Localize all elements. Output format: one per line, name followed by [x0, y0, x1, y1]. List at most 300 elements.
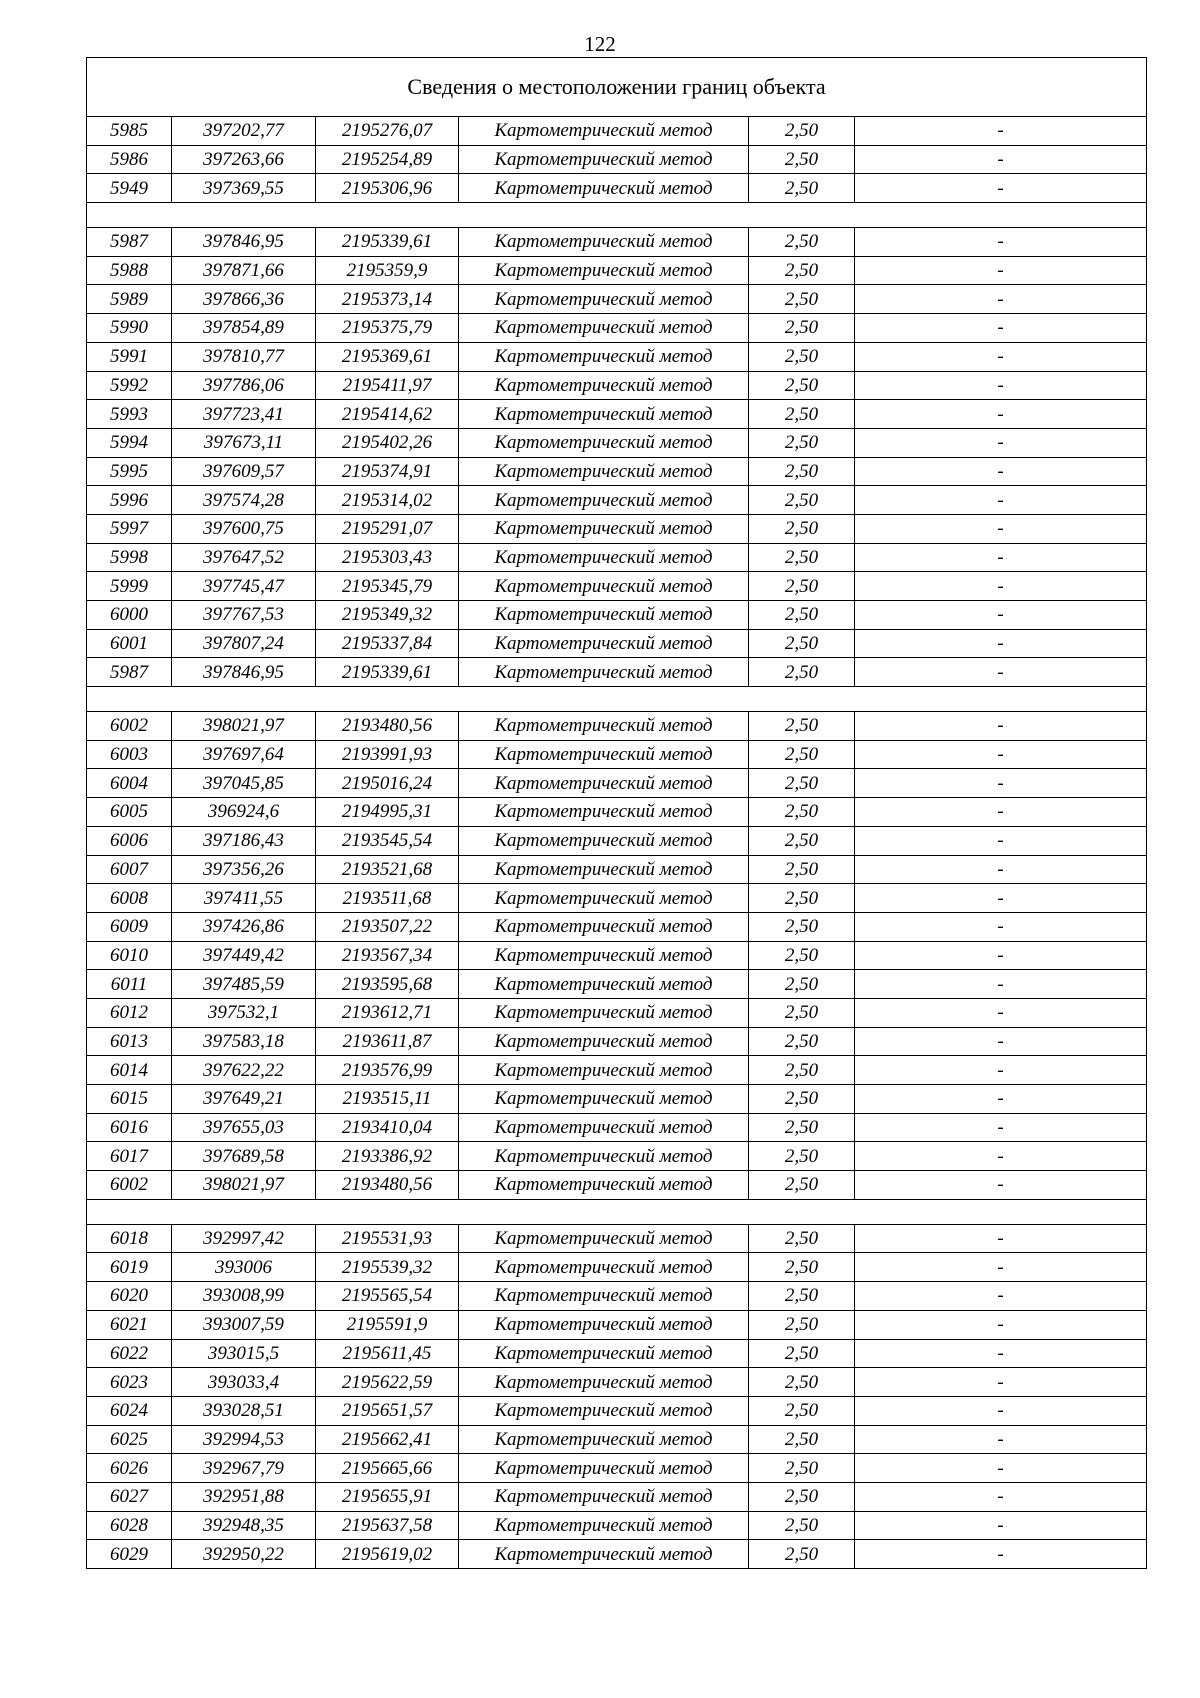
- y-coordinate-cell: 2193545,54: [316, 826, 459, 855]
- table-row: [87, 1511, 1147, 1540]
- method-cell: Картометрический метод: [459, 1425, 749, 1454]
- y-coordinate-cell: 2195314,02: [316, 486, 459, 515]
- table-row: [87, 457, 1147, 486]
- x-coordinate-cell: 397574,28: [172, 486, 316, 515]
- description-cell: -: [855, 855, 1147, 884]
- point-number-cell: 5986: [87, 145, 172, 174]
- point-number-cell: 6023: [87, 1368, 172, 1397]
- accuracy-cell: 2,50: [749, 1339, 855, 1368]
- y-coordinate-cell: 2193507,22: [316, 912, 459, 941]
- description-cell: -: [855, 1540, 1147, 1569]
- table-row: [87, 1454, 1147, 1483]
- point-number-cell: 6000: [87, 601, 172, 630]
- point-number-cell: 6004: [87, 769, 172, 798]
- table-row: [87, 1142, 1147, 1171]
- point-number-cell: 6001: [87, 629, 172, 658]
- y-coordinate-cell: 2195374,91: [316, 457, 459, 486]
- table-row: [87, 769, 1147, 798]
- method-cell: Картометрический метод: [459, 400, 749, 429]
- method-cell: Картометрический метод: [459, 371, 749, 400]
- y-coordinate-cell: 2195591,9: [316, 1310, 459, 1339]
- table-row: [87, 970, 1147, 999]
- accuracy-cell: 2,50: [749, 712, 855, 741]
- point-number-cell: 5992: [87, 371, 172, 400]
- y-coordinate-cell: 2195619,02: [316, 1540, 459, 1569]
- accuracy-cell: 2,50: [749, 1482, 855, 1511]
- point-number-cell: 6014: [87, 1056, 172, 1085]
- point-number-cell: 5997: [87, 514, 172, 543]
- method-cell: Картометрический метод: [459, 256, 749, 285]
- x-coordinate-cell: 397369,55: [172, 174, 316, 203]
- description-cell: -: [855, 826, 1147, 855]
- table-row: [87, 1085, 1147, 1114]
- y-coordinate-cell: 2195402,26: [316, 428, 459, 457]
- accuracy-cell: 2,50: [749, 1368, 855, 1397]
- point-number-cell: 5988: [87, 256, 172, 285]
- accuracy-cell: 2,50: [749, 1310, 855, 1339]
- y-coordinate-cell: 2193576,99: [316, 1056, 459, 1085]
- x-coordinate-cell: 392967,79: [172, 1454, 316, 1483]
- description-cell: -: [855, 145, 1147, 174]
- y-coordinate-cell: 2194995,31: [316, 798, 459, 827]
- point-number-cell: 6017: [87, 1142, 172, 1171]
- table-row: [87, 514, 1147, 543]
- table-row: [87, 1027, 1147, 1056]
- description-cell: -: [855, 1113, 1147, 1142]
- point-number-cell: 6018: [87, 1224, 172, 1253]
- point-number-cell: 6029: [87, 1540, 172, 1569]
- accuracy-cell: 2,50: [749, 457, 855, 486]
- description-cell: -: [855, 117, 1147, 146]
- separator-cell: [87, 203, 1147, 228]
- accuracy-cell: 2,50: [749, 285, 855, 314]
- y-coordinate-cell: 2195611,45: [316, 1339, 459, 1368]
- description-cell: -: [855, 228, 1147, 257]
- accuracy-cell: 2,50: [749, 1253, 855, 1282]
- description-cell: -: [855, 1056, 1147, 1085]
- method-cell: Картометрический метод: [459, 629, 749, 658]
- x-coordinate-cell: 397600,75: [172, 514, 316, 543]
- method-cell: Картометрический метод: [459, 912, 749, 941]
- method-cell: Картометрический метод: [459, 884, 749, 913]
- table-row: [87, 941, 1147, 970]
- y-coordinate-cell: 2195337,84: [316, 629, 459, 658]
- description-cell: -: [855, 543, 1147, 572]
- y-coordinate-cell: 2195369,61: [316, 342, 459, 371]
- point-number-cell: 6005: [87, 798, 172, 827]
- x-coordinate-cell: 397356,26: [172, 855, 316, 884]
- method-cell: Картометрический метод: [459, 285, 749, 314]
- accuracy-cell: 2,50: [749, 998, 855, 1027]
- table-row: [87, 174, 1147, 203]
- x-coordinate-cell: 397609,57: [172, 457, 316, 486]
- accuracy-cell: 2,50: [749, 371, 855, 400]
- method-cell: Картометрический метод: [459, 740, 749, 769]
- description-cell: -: [855, 1171, 1147, 1200]
- description-cell: -: [855, 457, 1147, 486]
- accuracy-cell: 2,50: [749, 145, 855, 174]
- x-coordinate-cell: 397807,24: [172, 629, 316, 658]
- x-coordinate-cell: 397449,42: [172, 941, 316, 970]
- accuracy-cell: 2,50: [749, 543, 855, 572]
- description-cell: -: [855, 658, 1147, 687]
- accuracy-cell: 2,50: [749, 658, 855, 687]
- description-cell: -: [855, 998, 1147, 1027]
- x-coordinate-cell: 397202,77: [172, 117, 316, 146]
- method-cell: Картометрический метод: [459, 228, 749, 257]
- point-number-cell: 6007: [87, 855, 172, 884]
- table-row: [87, 1253, 1147, 1282]
- table-title: Сведения о местоположении границ объекта: [87, 58, 1147, 117]
- method-cell: Картометрический метод: [459, 855, 749, 884]
- description-cell: -: [855, 941, 1147, 970]
- point-number-cell: 5993: [87, 400, 172, 429]
- description-cell: -: [855, 884, 1147, 913]
- x-coordinate-cell: 397767,53: [172, 601, 316, 630]
- y-coordinate-cell: 2195565,54: [316, 1282, 459, 1311]
- accuracy-cell: 2,50: [749, 1454, 855, 1483]
- method-cell: Картометрический метод: [459, 1282, 749, 1311]
- accuracy-cell: 2,50: [749, 1085, 855, 1114]
- y-coordinate-cell: 2195662,41: [316, 1425, 459, 1454]
- method-cell: Картометрический метод: [459, 1113, 749, 1142]
- table-row: [87, 1282, 1147, 1311]
- y-coordinate-cell: 2193567,34: [316, 941, 459, 970]
- method-cell: Картометрический метод: [459, 486, 749, 515]
- point-number-cell: 6015: [87, 1085, 172, 1114]
- accuracy-cell: 2,50: [749, 740, 855, 769]
- x-coordinate-cell: 398021,97: [172, 712, 316, 741]
- table-row: [87, 1368, 1147, 1397]
- method-cell: Картометрический метод: [459, 1310, 749, 1339]
- point-number-cell: 6012: [87, 998, 172, 1027]
- point-number-cell: 6020: [87, 1282, 172, 1311]
- page-number: 122: [584, 32, 616, 56]
- point-number-cell: 5989: [87, 285, 172, 314]
- x-coordinate-cell: 397723,41: [172, 400, 316, 429]
- x-coordinate-cell: 397846,95: [172, 658, 316, 687]
- table-row: [87, 572, 1147, 601]
- table-row: [87, 826, 1147, 855]
- method-cell: Картометрический метод: [459, 342, 749, 371]
- x-coordinate-cell: 397263,66: [172, 145, 316, 174]
- table-row: [87, 314, 1147, 343]
- y-coordinate-cell: 2195306,96: [316, 174, 459, 203]
- accuracy-cell: 2,50: [749, 1224, 855, 1253]
- accuracy-cell: 2,50: [749, 486, 855, 515]
- x-coordinate-cell: 397426,86: [172, 912, 316, 941]
- point-number-cell: 6003: [87, 740, 172, 769]
- table-row: [87, 1171, 1147, 1200]
- description-cell: -: [855, 740, 1147, 769]
- method-cell: Картометрический метод: [459, 769, 749, 798]
- x-coordinate-cell: 397622,22: [172, 1056, 316, 1085]
- x-coordinate-cell: 397689,58: [172, 1142, 316, 1171]
- x-coordinate-cell: 397786,06: [172, 371, 316, 400]
- accuracy-cell: 2,50: [749, 174, 855, 203]
- method-cell: Картометрический метод: [459, 145, 749, 174]
- method-cell: Картометрический метод: [459, 543, 749, 572]
- table-row: [87, 285, 1147, 314]
- table-row: [87, 740, 1147, 769]
- method-cell: Картометрический метод: [459, 601, 749, 630]
- method-cell: Картометрический метод: [459, 428, 749, 457]
- x-coordinate-cell: 392948,35: [172, 1511, 316, 1540]
- boundary-coordinates-table: [86, 57, 1147, 1569]
- method-cell: Картометрический метод: [459, 1454, 749, 1483]
- accuracy-cell: 2,50: [749, 1396, 855, 1425]
- y-coordinate-cell: 2193511,68: [316, 884, 459, 913]
- description-cell: -: [855, 712, 1147, 741]
- table-row: [87, 1113, 1147, 1142]
- accuracy-cell: 2,50: [749, 1282, 855, 1311]
- method-cell: Картометрический метод: [459, 174, 749, 203]
- x-coordinate-cell: 397655,03: [172, 1113, 316, 1142]
- y-coordinate-cell: 2193386,92: [316, 1142, 459, 1171]
- y-coordinate-cell: 2195339,61: [316, 658, 459, 687]
- y-coordinate-cell: 2193595,68: [316, 970, 459, 999]
- description-cell: -: [855, 1085, 1147, 1114]
- point-number-cell: 6021: [87, 1310, 172, 1339]
- table-row: [87, 1425, 1147, 1454]
- table-row: [87, 228, 1147, 257]
- table-row: [87, 601, 1147, 630]
- table-row: [87, 1482, 1147, 1511]
- accuracy-cell: 2,50: [749, 428, 855, 457]
- y-coordinate-cell: 2195411,97: [316, 371, 459, 400]
- accuracy-cell: 2,50: [749, 912, 855, 941]
- accuracy-cell: 2,50: [749, 1511, 855, 1540]
- accuracy-cell: 2,50: [749, 117, 855, 146]
- accuracy-cell: 2,50: [749, 798, 855, 827]
- y-coordinate-cell: 2195651,57: [316, 1396, 459, 1425]
- description-cell: -: [855, 342, 1147, 371]
- y-coordinate-cell: 2193410,04: [316, 1113, 459, 1142]
- description-cell: -: [855, 1396, 1147, 1425]
- method-cell: Картометрический метод: [459, 514, 749, 543]
- x-coordinate-cell: 393007,59: [172, 1310, 316, 1339]
- accuracy-cell: 2,50: [749, 855, 855, 884]
- y-coordinate-cell: 2195373,14: [316, 285, 459, 314]
- description-cell: -: [855, 514, 1147, 543]
- method-cell: Картометрический метод: [459, 117, 749, 146]
- x-coordinate-cell: 392951,88: [172, 1482, 316, 1511]
- point-number-cell: 6009: [87, 912, 172, 941]
- point-number-cell: 6028: [87, 1511, 172, 1540]
- point-number-cell: 6019: [87, 1253, 172, 1282]
- accuracy-cell: 2,50: [749, 1027, 855, 1056]
- method-cell: Картометрический метод: [459, 572, 749, 601]
- description-cell: -: [855, 1027, 1147, 1056]
- point-number-cell: 6024: [87, 1396, 172, 1425]
- description-cell: -: [855, 1511, 1147, 1540]
- x-coordinate-cell: 393028,51: [172, 1396, 316, 1425]
- y-coordinate-cell: 2195339,61: [316, 228, 459, 257]
- y-coordinate-cell: 2193612,71: [316, 998, 459, 1027]
- method-cell: Картометрический метод: [459, 826, 749, 855]
- table-row: [87, 117, 1147, 146]
- description-cell: -: [855, 1482, 1147, 1511]
- point-number-cell: 6002: [87, 712, 172, 741]
- y-coordinate-cell: 2195349,32: [316, 601, 459, 630]
- accuracy-cell: 2,50: [749, 1540, 855, 1569]
- accuracy-cell: 2,50: [749, 256, 855, 285]
- y-coordinate-cell: 2195655,91: [316, 1482, 459, 1511]
- description-cell: -: [855, 912, 1147, 941]
- method-cell: Картометрический метод: [459, 1085, 749, 1114]
- table-row: [87, 256, 1147, 285]
- contour-separator-row: [87, 1199, 1147, 1224]
- description-cell: -: [855, 486, 1147, 515]
- point-number-cell: 5994: [87, 428, 172, 457]
- point-number-cell: 6011: [87, 970, 172, 999]
- method-cell: Картометрический метод: [459, 1171, 749, 1200]
- method-cell: Картометрический метод: [459, 1224, 749, 1253]
- accuracy-cell: 2,50: [749, 1142, 855, 1171]
- accuracy-cell: 2,50: [749, 1171, 855, 1200]
- separator-cell: [87, 1199, 1147, 1224]
- table-row: [87, 1310, 1147, 1339]
- table-row: [87, 1339, 1147, 1368]
- x-coordinate-cell: 397583,18: [172, 1027, 316, 1056]
- description-cell: -: [855, 400, 1147, 429]
- y-coordinate-cell: 2193611,87: [316, 1027, 459, 1056]
- x-coordinate-cell: 393008,99: [172, 1282, 316, 1311]
- x-coordinate-cell: 397532,1: [172, 998, 316, 1027]
- description-cell: -: [855, 1368, 1147, 1397]
- method-cell: Картометрический метод: [459, 1511, 749, 1540]
- method-cell: Картометрический метод: [459, 1482, 749, 1511]
- table-row: [87, 912, 1147, 941]
- x-coordinate-cell: 397411,55: [172, 884, 316, 913]
- method-cell: Картометрический метод: [459, 457, 749, 486]
- y-coordinate-cell: 2193480,56: [316, 1171, 459, 1200]
- point-number-cell: 5995: [87, 457, 172, 486]
- x-coordinate-cell: 397485,59: [172, 970, 316, 999]
- table-row: [87, 1224, 1147, 1253]
- accuracy-cell: 2,50: [749, 970, 855, 999]
- contour-separator-row: [87, 203, 1147, 228]
- point-number-cell: 6002: [87, 1171, 172, 1200]
- x-coordinate-cell: 397854,89: [172, 314, 316, 343]
- table-row: [87, 855, 1147, 884]
- x-coordinate-cell: 397810,77: [172, 342, 316, 371]
- table-row: [87, 1396, 1147, 1425]
- point-number-cell: 6022: [87, 1339, 172, 1368]
- point-number-cell: 6025: [87, 1425, 172, 1454]
- description-cell: -: [855, 769, 1147, 798]
- point-number-cell: 5949: [87, 174, 172, 203]
- y-coordinate-cell: 2195359,9: [316, 256, 459, 285]
- point-number-cell: 6006: [87, 826, 172, 855]
- table-row: [87, 629, 1147, 658]
- table-body: [87, 58, 1147, 1569]
- accuracy-cell: 2,50: [749, 601, 855, 630]
- description-cell: -: [855, 1142, 1147, 1171]
- x-coordinate-cell: 393006: [172, 1253, 316, 1282]
- point-number-cell: 5996: [87, 486, 172, 515]
- y-coordinate-cell: 2195291,07: [316, 514, 459, 543]
- x-coordinate-cell: 397871,66: [172, 256, 316, 285]
- table-row: [87, 1540, 1147, 1569]
- y-coordinate-cell: 2195531,93: [316, 1224, 459, 1253]
- y-coordinate-cell: 2195254,89: [316, 145, 459, 174]
- x-coordinate-cell: 393015,5: [172, 1339, 316, 1368]
- description-cell: -: [855, 601, 1147, 630]
- method-cell: Картометрический метод: [459, 1142, 749, 1171]
- x-coordinate-cell: 393033,4: [172, 1368, 316, 1397]
- y-coordinate-cell: 2195303,43: [316, 543, 459, 572]
- table-row: [87, 712, 1147, 741]
- table-row: [87, 658, 1147, 687]
- description-cell: -: [855, 970, 1147, 999]
- point-number-cell: 5987: [87, 228, 172, 257]
- description-cell: -: [855, 629, 1147, 658]
- method-cell: Картометрический метод: [459, 970, 749, 999]
- table-row: [87, 486, 1147, 515]
- table-row: [87, 1056, 1147, 1085]
- x-coordinate-cell: 398021,97: [172, 1171, 316, 1200]
- description-cell: -: [855, 256, 1147, 285]
- x-coordinate-cell: 397045,85: [172, 769, 316, 798]
- table-row: [87, 400, 1147, 429]
- accuracy-cell: 2,50: [749, 1425, 855, 1454]
- description-cell: -: [855, 428, 1147, 457]
- y-coordinate-cell: 2193991,93: [316, 740, 459, 769]
- method-cell: Картометрический метод: [459, 1339, 749, 1368]
- x-coordinate-cell: 392997,42: [172, 1224, 316, 1253]
- method-cell: Картометрический метод: [459, 1027, 749, 1056]
- point-number-cell: 5999: [87, 572, 172, 601]
- x-coordinate-cell: 397697,64: [172, 740, 316, 769]
- x-coordinate-cell: 396924,6: [172, 798, 316, 827]
- point-number-cell: 6008: [87, 884, 172, 913]
- x-coordinate-cell: 392950,22: [172, 1540, 316, 1569]
- point-number-cell: 6013: [87, 1027, 172, 1056]
- accuracy-cell: 2,50: [749, 572, 855, 601]
- method-cell: Картометрический метод: [459, 658, 749, 687]
- y-coordinate-cell: 2195637,58: [316, 1511, 459, 1540]
- accuracy-cell: 2,50: [749, 400, 855, 429]
- method-cell: Картометрический метод: [459, 712, 749, 741]
- x-coordinate-cell: 397186,43: [172, 826, 316, 855]
- description-cell: -: [855, 1282, 1147, 1311]
- table-row: [87, 798, 1147, 827]
- y-coordinate-cell: 2195665,66: [316, 1454, 459, 1483]
- y-coordinate-cell: 2195016,24: [316, 769, 459, 798]
- y-coordinate-cell: 2195375,79: [316, 314, 459, 343]
- point-number-cell: 6010: [87, 941, 172, 970]
- accuracy-cell: 2,50: [749, 941, 855, 970]
- accuracy-cell: 2,50: [749, 228, 855, 257]
- table-row: [87, 371, 1147, 400]
- table-row: [87, 342, 1147, 371]
- accuracy-cell: 2,50: [749, 1056, 855, 1085]
- point-number-cell: 6027: [87, 1482, 172, 1511]
- y-coordinate-cell: 2195414,62: [316, 400, 459, 429]
- table-row: [87, 884, 1147, 913]
- accuracy-cell: 2,50: [749, 629, 855, 658]
- method-cell: Картометрический метод: [459, 941, 749, 970]
- accuracy-cell: 2,50: [749, 1113, 855, 1142]
- table-row: [87, 145, 1147, 174]
- point-number-cell: 5991: [87, 342, 172, 371]
- point-number-cell: 5998: [87, 543, 172, 572]
- x-coordinate-cell: 397647,52: [172, 543, 316, 572]
- point-number-cell: 5987: [87, 658, 172, 687]
- accuracy-cell: 2,50: [749, 769, 855, 798]
- method-cell: Картометрический метод: [459, 314, 749, 343]
